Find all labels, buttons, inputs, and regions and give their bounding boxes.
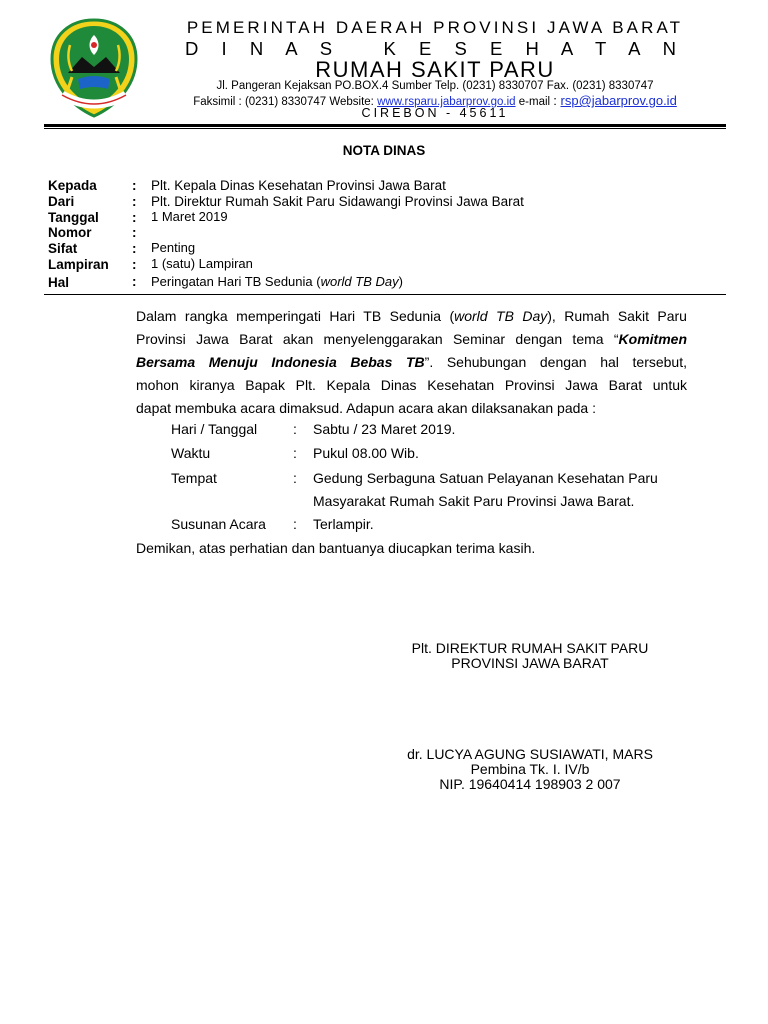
city-postcode: CIREBON - 45611 bbox=[361, 106, 509, 120]
body-text: Provinsi Jawa Barat akan menyelenggarakan Seminar dengan tema “ bbox=[136, 331, 619, 347]
email-colon: : bbox=[553, 93, 561, 108]
detail-colon: : bbox=[293, 445, 297, 461]
detail-colon: : bbox=[293, 421, 297, 437]
body-line-1 bbox=[136, 307, 687, 325]
header-rule-thin bbox=[44, 128, 726, 129]
address-line: Jl. Pangeran Kejaksan PO.BOX.4 Sumber Telp. (0231) 8330707 Fax. (0231) 8330747 bbox=[216, 80, 654, 92]
meta-label-lampiran: Lampiran bbox=[48, 257, 109, 272]
west-java-coat-of-arms-icon bbox=[48, 17, 140, 119]
detail-value-date: Sabtu / 23 Maret 2019. bbox=[313, 421, 456, 437]
detail-colon: : bbox=[293, 470, 297, 486]
body-text: ”. Sehubungan dengan hal tersebut, bbox=[424, 354, 687, 370]
meta-colon: : bbox=[132, 194, 137, 209]
institution-name: RUMAH SAKIT PARU bbox=[315, 57, 555, 82]
detail-value-place: Gedung Serbaguna Satuan Pelayanan Kesehatan Paru bbox=[313, 470, 658, 486]
meta-label-sifat: Sifat bbox=[48, 241, 78, 256]
detail-label-date: Hari / Tanggal bbox=[171, 421, 258, 437]
closing-line: Demikan, atas perhatian dan bantuanya diucapkan terima kasih. bbox=[136, 540, 536, 556]
body-line-3 bbox=[136, 353, 687, 371]
hal-suffix: ) bbox=[398, 274, 403, 289]
body-text: Dalam rangka memperingati Hari TB Sedunia ( bbox=[136, 308, 455, 324]
detail-value-place-2: Masyarakat Rumah Sakit Paru Provinsi Jawa Barat. bbox=[313, 493, 635, 509]
meta-label-kepada: Kepada bbox=[48, 178, 97, 193]
meta-value-lampiran: 1 (satu) Lampiran bbox=[151, 256, 253, 271]
meta-value-kepada: Plt. Kepala Dinas Kesehatan Provinsi Jawa Barat bbox=[151, 178, 446, 193]
meta-divider bbox=[44, 294, 726, 295]
signatory-rank: Pembina Tk. I. IV/b bbox=[470, 761, 590, 777]
meta-colon: : bbox=[132, 210, 137, 225]
meta-value-dari: Plt. Direktur Rumah Sakit Paru Sidawangi Provinsi Jawa Barat bbox=[151, 194, 524, 209]
meta-colon: : bbox=[132, 257, 137, 272]
meta-colon: : bbox=[132, 225, 137, 240]
meta-label-hal: Hal bbox=[48, 275, 70, 290]
email-label: e-mail bbox=[515, 96, 554, 108]
meta-label-nomor: Nomor bbox=[48, 225, 92, 240]
hal-italic: world TB Day bbox=[320, 274, 399, 289]
body-text: ), Rumah Sakit Paru bbox=[547, 308, 687, 324]
body-line-2 bbox=[136, 330, 687, 348]
signature-title-2: PROVINSI JAWA BARAT bbox=[451, 655, 609, 671]
theme-bold-italic: Komitmen bbox=[618, 331, 687, 347]
document-title: NOTA DINAS bbox=[342, 143, 426, 158]
body-italic: world TB Day bbox=[454, 308, 548, 324]
detail-label-time: Waktu bbox=[171, 445, 211, 461]
meta-label-dari: Dari bbox=[48, 194, 75, 209]
signature-title-1: Plt. DIREKTUR RUMAH SAKIT PARU bbox=[411, 640, 649, 656]
website-link[interactable]: www.rsparu.jabarprov.go.id bbox=[377, 96, 516, 108]
detail-colon: : bbox=[293, 516, 297, 532]
detail-label-agenda: Susunan Acara bbox=[171, 516, 266, 532]
meta-value-tanggal: 1 Maret 2019 bbox=[151, 209, 228, 224]
meta-colon: : bbox=[132, 274, 137, 289]
body-line-4: mohon kiranya Bapak Plt. Kepala Dinas Kesehatan Provinsi Jawa Barat untuk bbox=[136, 377, 687, 393]
theme-bold-italic: Bersama Menuju Indonesia Bebas TB bbox=[136, 354, 425, 370]
detail-value-time: Pukul 08.00 Wib. bbox=[313, 445, 419, 461]
meta-label-tanggal: Tanggal bbox=[48, 210, 99, 225]
hal-prefix: Peringatan Hari TB Sedunia ( bbox=[151, 274, 321, 289]
department-line: D I N A S K E S E H A T A N bbox=[185, 38, 685, 59]
email-link[interactable]: rsp@jabarprov.go.id bbox=[560, 93, 677, 108]
meta-colon: : bbox=[132, 241, 137, 256]
detail-value-agenda: Terlampir. bbox=[313, 516, 374, 532]
header-rule-thick bbox=[44, 124, 726, 127]
body-line-5: dapat membuka acara dimaksud. Adapun acara akan dilaksanakan pada : bbox=[136, 400, 596, 416]
signatory-nip: NIP. 19640414 198903 2 007 bbox=[439, 776, 621, 792]
detail-label-place: Tempat bbox=[171, 470, 217, 486]
meta-value-hal bbox=[151, 274, 403, 289]
agency-line: PEMERINTAH DAERAH PROVINSI JAWA BARAT bbox=[186, 18, 684, 37]
fax-prefix: Faksimil : (0231) 8330747 Website: bbox=[193, 96, 378, 108]
signatory-name: dr. LUCYA AGUNG SUSIAWATI, MARS bbox=[407, 746, 653, 762]
meta-colon: : bbox=[132, 178, 137, 193]
meta-value-sifat: Penting bbox=[151, 240, 196, 255]
